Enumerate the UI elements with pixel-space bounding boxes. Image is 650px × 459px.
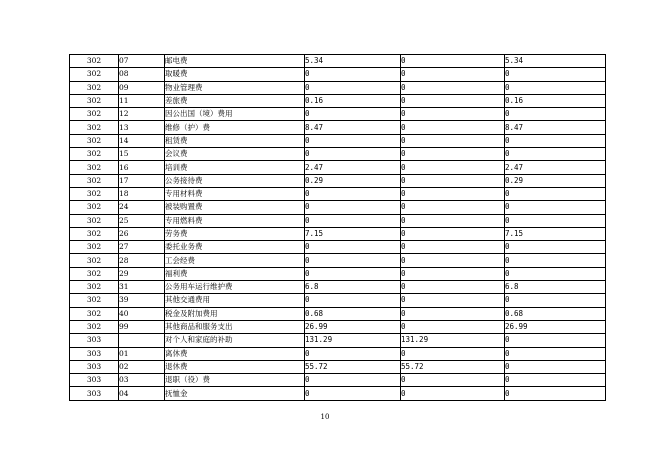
project-expenditure-cell: 0 [505, 387, 606, 400]
class-code-cell: 302 [70, 68, 119, 81]
table-row [70, 94, 606, 107]
total-amount-cell: 0 [305, 81, 401, 94]
total-amount-cell: 0 [305, 148, 401, 161]
class-code-cell: 302 [70, 307, 119, 320]
project-expenditure-cell: 0 [505, 108, 606, 121]
item-code-cell: 04 [119, 387, 165, 400]
class-code-cell: 302 [70, 320, 119, 333]
total-amount-cell: 55.72 [305, 360, 401, 373]
basic-expenditure-cell: 55.72 [401, 360, 505, 373]
project-expenditure-cell: 0 [505, 68, 606, 81]
project-expenditure-cell: 0 [505, 134, 606, 147]
basic-expenditure-cell: 0 [401, 374, 505, 387]
total-amount-cell: 0.16 [305, 94, 401, 107]
basic-expenditure-cell: 0 [401, 81, 505, 94]
class-code-cell: 302 [70, 227, 119, 240]
table-row [70, 161, 606, 174]
project-expenditure-cell: 0 [505, 360, 606, 373]
basic-expenditure-cell: 0 [401, 281, 505, 294]
basic-expenditure-cell: 0 [401, 227, 505, 240]
project-expenditure-cell: 0 [505, 374, 606, 387]
table-row [70, 387, 606, 400]
item-name-cell: 因公出国（境）费用 [165, 108, 305, 121]
item-code-cell [119, 334, 165, 347]
table-row [70, 201, 606, 214]
total-amount-cell: 6.8 [305, 281, 401, 294]
table-body [70, 55, 606, 401]
item-code-cell: 99 [119, 320, 165, 333]
project-expenditure-cell: 0.29 [505, 174, 606, 187]
class-code-cell: 303 [70, 360, 119, 373]
table-row [70, 360, 606, 373]
item-name-cell: 税金及附加费用 [165, 307, 305, 320]
total-amount-cell: 7.15 [305, 227, 401, 240]
class-code-cell: 302 [70, 214, 119, 227]
item-code-cell: 11 [119, 94, 165, 107]
basic-expenditure-cell: 0 [401, 307, 505, 320]
item-code-cell: 02 [119, 360, 165, 373]
table-row [70, 134, 606, 147]
basic-expenditure-cell: 0 [401, 108, 505, 121]
item-name-cell: 专用燃料费 [165, 214, 305, 227]
item-code-cell: 25 [119, 214, 165, 227]
basic-expenditure-cell: 0 [401, 241, 505, 254]
total-amount-cell: 0 [305, 201, 401, 214]
item-code-cell: 29 [119, 267, 165, 280]
basic-expenditure-cell: 0 [401, 55, 505, 68]
item-name-cell: 公务用车运行维护费 [165, 281, 305, 294]
total-amount-cell: 8.47 [305, 121, 401, 134]
item-name-cell: 退职（役）费 [165, 374, 305, 387]
class-code-cell: 303 [70, 374, 119, 387]
project-expenditure-cell: 0 [505, 81, 606, 94]
item-code-cell: 01 [119, 347, 165, 360]
class-code-cell: 302 [70, 94, 119, 107]
project-expenditure-cell: 0 [505, 334, 606, 347]
item-name-cell: 委托业务费 [165, 241, 305, 254]
item-name-cell: 会议费 [165, 148, 305, 161]
table-row [70, 374, 606, 387]
item-name-cell: 专用材料费 [165, 187, 305, 200]
table-row [70, 81, 606, 94]
basic-expenditure-cell: 0 [401, 134, 505, 147]
total-amount-cell: 0 [305, 134, 401, 147]
total-amount-cell: 0 [305, 387, 401, 400]
table-row [70, 267, 606, 280]
class-code-cell: 302 [70, 241, 119, 254]
item-name-cell: 对个人和家庭的补助 [165, 334, 305, 347]
project-expenditure-cell: 0 [505, 214, 606, 227]
total-amount-cell: 0 [305, 241, 401, 254]
page-number: 10 [320, 413, 330, 421]
total-amount-cell: 0 [305, 214, 401, 227]
class-code-cell: 302 [70, 148, 119, 161]
table-row [70, 55, 606, 68]
total-amount-cell: 0 [305, 68, 401, 81]
total-amount-cell: 131.29 [305, 334, 401, 347]
item-name-cell: 抚恤金 [165, 387, 305, 400]
table-row [70, 121, 606, 134]
project-expenditure-cell: 0 [505, 201, 606, 214]
item-name-cell: 福利费 [165, 267, 305, 280]
basic-expenditure-cell: 0 [401, 201, 505, 214]
item-code-cell: 24 [119, 201, 165, 214]
basic-expenditure-cell: 0 [401, 387, 505, 400]
basic-expenditure-cell: 0 [401, 161, 505, 174]
item-name-cell: 其他商品和服务支出 [165, 320, 305, 333]
class-code-cell: 302 [70, 161, 119, 174]
table-row [70, 294, 606, 307]
table-row [70, 320, 606, 333]
total-amount-cell: 0.29 [305, 174, 401, 187]
project-expenditure-cell: 0.68 [505, 307, 606, 320]
class-code-cell: 302 [70, 254, 119, 267]
item-code-cell: 12 [119, 108, 165, 121]
item-code-cell: 39 [119, 294, 165, 307]
class-code-cell: 302 [70, 267, 119, 280]
item-code-cell: 18 [119, 187, 165, 200]
project-expenditure-cell: 0 [505, 267, 606, 280]
basic-expenditure-cell: 0 [401, 68, 505, 81]
project-expenditure-cell: 0 [505, 294, 606, 307]
item-code-cell: 07 [119, 55, 165, 68]
item-name-cell: 差旅费 [165, 94, 305, 107]
basic-expenditure-cell: 0 [401, 347, 505, 360]
item-code-cell: 27 [119, 241, 165, 254]
item-name-cell: 劳务费 [165, 227, 305, 240]
item-code-cell: 31 [119, 281, 165, 294]
total-amount-cell: 0 [305, 347, 401, 360]
table-row [70, 174, 606, 187]
class-code-cell: 303 [70, 347, 119, 360]
basic-expenditure-cell: 0 [401, 214, 505, 227]
total-amount-cell: 0.68 [305, 307, 401, 320]
class-code-cell: 302 [70, 134, 119, 147]
item-name-cell: 公务接待费 [165, 174, 305, 187]
item-name-cell: 工会经费 [165, 254, 305, 267]
class-code-cell: 302 [70, 108, 119, 121]
total-amount-cell: 5.34 [305, 55, 401, 68]
class-code-cell: 302 [70, 81, 119, 94]
item-code-cell: 26 [119, 227, 165, 240]
basic-expenditure-cell: 0 [401, 187, 505, 200]
total-amount-cell: 0 [305, 108, 401, 121]
item-name-cell: 租赁费 [165, 134, 305, 147]
project-expenditure-cell: 26.99 [505, 320, 606, 333]
item-name-cell: 其他交通费用 [165, 294, 305, 307]
total-amount-cell: 0 [305, 254, 401, 267]
class-code-cell: 302 [70, 187, 119, 200]
class-code-cell: 302 [70, 174, 119, 187]
item-name-cell: 培训费 [165, 161, 305, 174]
table-row [70, 254, 606, 267]
item-code-cell: 28 [119, 254, 165, 267]
project-expenditure-cell: 0 [505, 187, 606, 200]
item-code-cell: 17 [119, 174, 165, 187]
table-row [70, 334, 606, 347]
item-name-cell: 离休费 [165, 347, 305, 360]
basic-expenditure-cell: 0 [401, 294, 505, 307]
item-name-cell: 物业管理费 [165, 81, 305, 94]
expenditure-table [69, 54, 606, 401]
item-code-cell: 14 [119, 134, 165, 147]
class-code-cell: 303 [70, 334, 119, 347]
class-code-cell: 302 [70, 121, 119, 134]
total-amount-cell: 0 [305, 267, 401, 280]
item-code-cell: 40 [119, 307, 165, 320]
item-name-cell: 被装购置费 [165, 201, 305, 214]
class-code-cell: 302 [70, 281, 119, 294]
basic-expenditure-cell: 0 [401, 320, 505, 333]
basic-expenditure-cell: 0 [401, 174, 505, 187]
total-amount-cell: 0 [305, 294, 401, 307]
total-amount-cell: 0 [305, 187, 401, 200]
table-row [70, 214, 606, 227]
item-code-cell: 16 [119, 161, 165, 174]
item-name-cell: 取暖费 [165, 68, 305, 81]
basic-expenditure-cell: 0 [401, 94, 505, 107]
project-expenditure-cell: 0 [505, 254, 606, 267]
table-row [70, 108, 606, 121]
item-code-cell: 03 [119, 374, 165, 387]
table-row [70, 281, 606, 294]
project-expenditure-cell: 7.15 [505, 227, 606, 240]
table-row [70, 347, 606, 360]
item-name-cell: 退休费 [165, 360, 305, 373]
total-amount-cell: 0 [305, 374, 401, 387]
class-code-cell: 303 [70, 387, 119, 400]
basic-expenditure-cell: 0 [401, 148, 505, 161]
table-row [70, 148, 606, 161]
table-row [70, 68, 606, 81]
project-expenditure-cell: 6.8 [505, 281, 606, 294]
total-amount-cell: 2.47 [305, 161, 401, 174]
table-row [70, 227, 606, 240]
project-expenditure-cell: 0 [505, 347, 606, 360]
item-code-cell: 09 [119, 81, 165, 94]
table-row [70, 187, 606, 200]
class-code-cell: 302 [70, 294, 119, 307]
project-expenditure-cell: 0 [505, 241, 606, 254]
item-code-cell: 13 [119, 121, 165, 134]
item-name-cell: 维修（护）费 [165, 121, 305, 134]
total-amount-cell: 26.99 [305, 320, 401, 333]
class-code-cell: 302 [70, 55, 119, 68]
item-name-cell: 邮电费 [165, 55, 305, 68]
project-expenditure-cell: 8.47 [505, 121, 606, 134]
item-code-cell: 08 [119, 68, 165, 81]
project-expenditure-cell: 5.34 [505, 55, 606, 68]
basic-expenditure-cell: 0 [401, 254, 505, 267]
project-expenditure-cell: 2.47 [505, 161, 606, 174]
project-expenditure-cell: 0.16 [505, 94, 606, 107]
class-code-cell: 302 [70, 201, 119, 214]
table-row [70, 307, 606, 320]
basic-expenditure-cell: 0 [401, 267, 505, 280]
project-expenditure-cell: 0 [505, 148, 606, 161]
item-code-cell: 15 [119, 148, 165, 161]
table-row [70, 241, 606, 254]
basic-expenditure-cell: 0 [401, 121, 505, 134]
basic-expenditure-cell: 131.29 [401, 334, 505, 347]
